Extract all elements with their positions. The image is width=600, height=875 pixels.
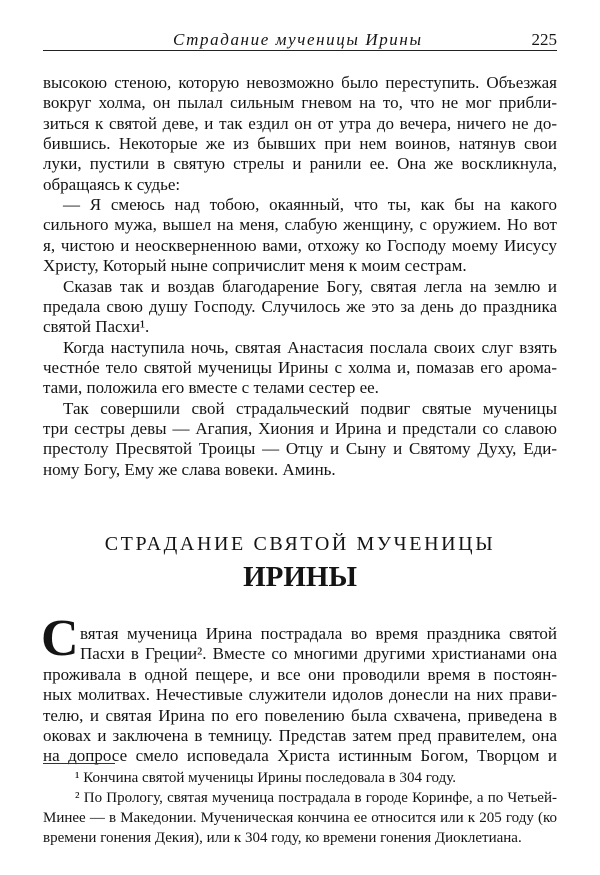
text-line: телю, и святая Ирина по его повелению была схвачена, приведена в xyxy=(43,706,557,725)
text-line: на допросе смело исповедала Христа истинным Богом, Творцом и xyxy=(43,746,557,765)
text-line: вокруг холма, он пылал сильным гневом на то, что не мог прибли- xyxy=(43,93,557,112)
text-line: святой Пасхи¹. xyxy=(43,317,150,336)
text-line: престолу Пресвятой Троицы — Отцу и Сыну и Святому Духу, Еди- xyxy=(43,439,557,458)
text-line: луки, пустили в святую стрелы и ранили ее. Она же воскликнула, xyxy=(43,154,557,173)
text-line: тами, положила его вместе с телами сестер ее. xyxy=(43,378,379,397)
text-line: — Я смеюсь над тобою, окаянный, что ты, как бы на какого xyxy=(63,195,557,214)
chapter-kicker: СТРАДАНИЕ СВЯТОЙ МУЧЕНИЦЫ xyxy=(104,533,496,555)
text-line: вятая мученица Ирина пострадала во время праздника святой xyxy=(80,624,557,643)
footnote-line: ² По Прологу, святая мученица пострадала в городе Коринфе, а по Четьей- xyxy=(75,790,557,806)
text-line: три сестры девы — Агапия, Хиония и Ирина и предстали со славою xyxy=(43,419,557,438)
text-line: Когда наступила ночь, святая Анастасия послала своих слуг взять xyxy=(63,338,557,357)
text-line: Так совершили свой страдальческий подвиг святые мученицы xyxy=(63,399,557,418)
text-line: Пасхи в Греции². Вместе со многими другими христианами она xyxy=(80,644,557,663)
page-number: 225 xyxy=(531,30,557,49)
text-line: ных молитвах. Нечестивые служители идолов донесли на них прави- xyxy=(43,685,557,704)
text-line: сильного мужа, вышел на меня, слабую женщину, с оружием. Но вот xyxy=(43,215,557,234)
text-line: честнóе тело святой мученицы Ирины с холма и, помазав его арома- xyxy=(43,358,557,377)
text-line: оковах и заключена в темницу. Представ затем пред правителем, она xyxy=(43,726,557,745)
text-line: Сказав так и воздав благодарение Богу, святая легла на землю и xyxy=(63,277,557,296)
drop-cap: С xyxy=(41,610,79,667)
text-line: Христу, Который ныне сопричислит меня к моим сестрам. xyxy=(43,256,467,275)
text-line: бившись. Некоторые же из бывших при нем воинов, натянув свои xyxy=(43,134,557,153)
footnote-rule xyxy=(43,763,115,764)
running-title: Страдание мученицы Ирины xyxy=(173,30,423,49)
text-line: ному Богу, Ему же слава вовеки. Аминь. xyxy=(43,460,336,479)
text-line: обращаясь к судье: xyxy=(43,175,181,194)
chapter-title: ИРИНЫ xyxy=(243,561,357,593)
text-line: зиться к святой деве, и так ездил он от утра до вечера, ничего не до- xyxy=(43,114,557,133)
header-rule xyxy=(43,50,557,51)
text-line: проживала в одной пещере, и все они проводили время в постоян- xyxy=(43,665,557,684)
footnote-line: Минее — в Македонии. Мученическая кончина ее относится или к 205 году (ко xyxy=(43,810,557,826)
footnote-line: времени гонения Декия), или к 304 году, ко времени гонения Диоклетиана. xyxy=(43,830,522,846)
text-line: я, чистою и неоскверненною вами, отхожу ко Господу моему Иисусу xyxy=(43,236,557,255)
footnote-line: ¹ Кончина святой мученицы Ирины последовала в 304 году. xyxy=(75,770,456,786)
text-line: высокою стеною, которую невозможно было переступить. Объезжая xyxy=(43,73,557,92)
text-line: предала свою душу Господу. Случилось же это за день до праздника xyxy=(43,297,557,316)
